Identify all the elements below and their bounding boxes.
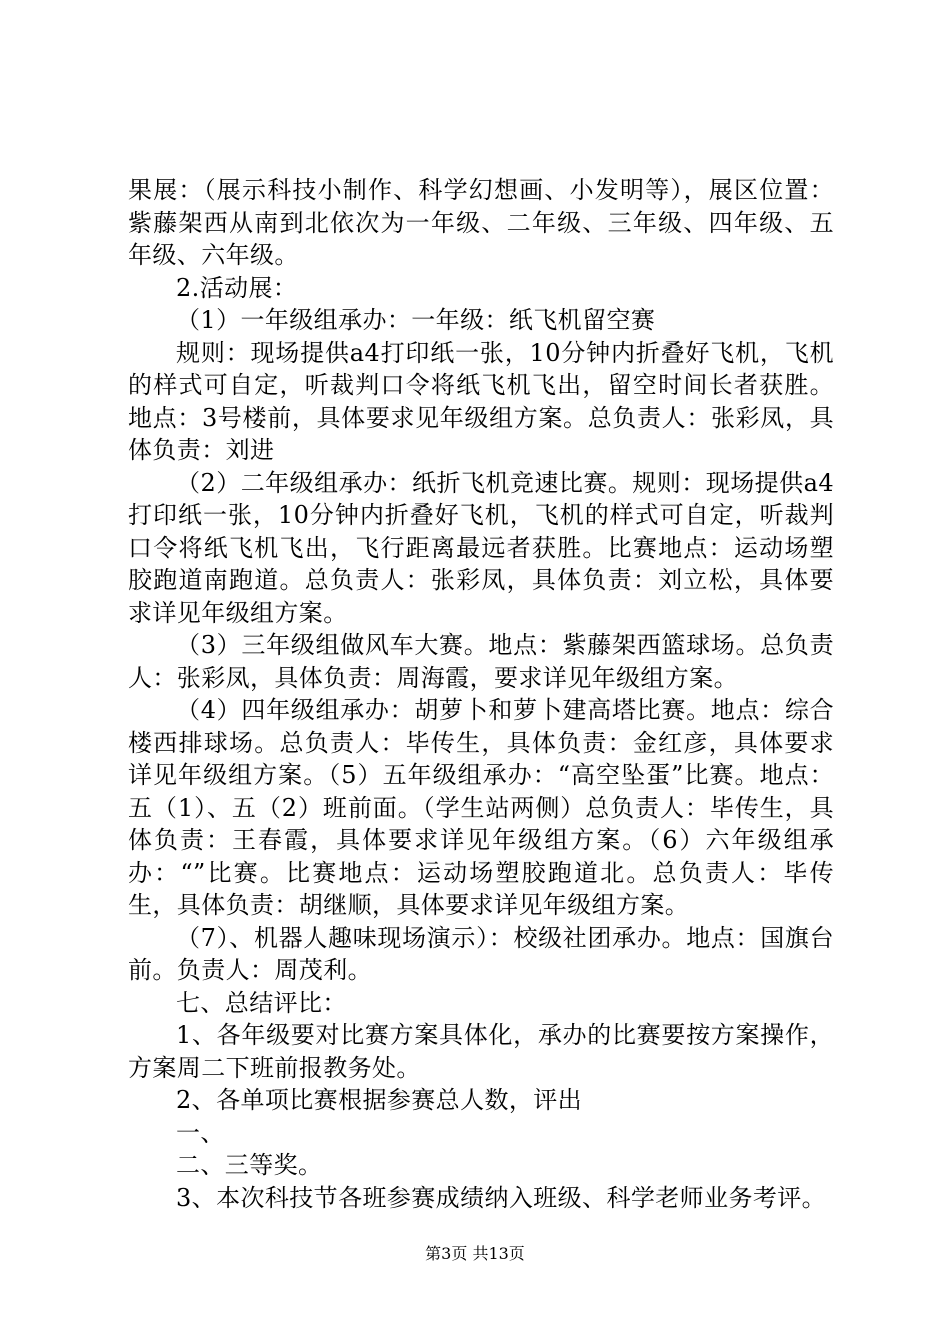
paragraph-grade4-5-6: （4）四年级组承办：胡萝卜和萝卜建高塔比赛。地点：综合楼西排球场。总负责人：毕传生，具体负责：金红彦，具体要求详见年级组方案。（5）五年级组承办：“高空坠蛋”比赛。地点：五（1）、五（2）班前面。（学生站两侧）总负责人：毕传生，具体负责：王春霞，具体要求详见年级组方案。（6）六年级组承办：“”比赛。比赛地点：运动场塑胶跑道北。总负责人：毕传生，具体负责：胡继顺，具体要求详见年级组方案。 [128,696,834,919]
paragraph-summary-heading: 七、总结评比： [176,988,347,1017]
paragraph-activity-heading: 2.活动展： [176,273,298,302]
paragraph-summary-item-3: 3、本次科技节各班参赛成绩纳入班级、科学老师业务考评。 [176,1183,827,1212]
paragraph-grade1-title: （1）一年级组承办：一年级：纸飞机留空赛 [176,306,656,334]
page-number-footer: 第3页 共13页 [425,1244,525,1263]
paragraph-award-second-third: 二、三等奖。 [176,1151,323,1179]
paragraph-summary-item-1: 1、各年级要对比赛方案具体化，承办的比赛要按方案操作，方案周二下班前报教务处。 [128,1021,834,1082]
paragraph-robot-demo: （7）、机器人趣味现场演示）：校级社团承办。地点：国旗台前。负责人：周茂利。 [128,923,834,984]
paragraph-grade2: （2）二年级组承办：纸折飞机竞速比赛。规则：现场提供a4打印纸一张，10分钟内折叠好飞机，飞机的样式可自定，听裁判口令将纸飞机飞出，飞行距离最远者获胜。比赛地点：运动场塑胶跑道南跑道。总负责人：张彩凤，具体负责：刘立松，具体要求详见年级组方案。 [128,468,834,627]
paragraph-grade3: （3）三年级组做风车大赛。地点：紫藤架西篮球场。总负责人：张彩凤，具体负责：周海霞，要求详见年级组方案。 [128,631,834,692]
paragraph-award-first: 一、 [176,1118,225,1147]
paragraph-grade1-rules: 规则：现场提供a4打印纸一张，10分钟内折叠好飞机，飞机的样式可自定，听裁判口令将纸飞机飞出，留空时间长者获胜。地点：3号楼前，具体要求见年级组方案。总负责人：张彩凤，具体负责：刘进 [128,338,834,464]
document-body [128,174,834,1214]
paragraph-exhibit-location: 果展：（展示科技小制作、科学幻想画、小发明等），展区位置：紫藤架西从南到北依次为一年级、二年级、三年级、四年级、五年级、六年级。 [128,176,834,269]
paragraph-summary-item-2: 2、各单项比赛根据参赛总人数，评出 [176,1086,583,1114]
